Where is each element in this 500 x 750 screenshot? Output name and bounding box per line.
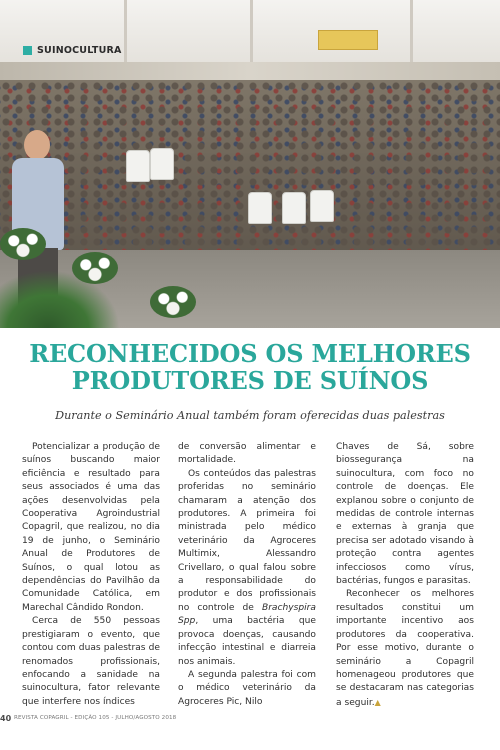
paragraph: de conversão alimentar e mortalidade. bbox=[178, 442, 316, 466]
page-number: 40 bbox=[0, 713, 12, 723]
headline-line-1: RECONHECIDOS OS MELHORES bbox=[29, 339, 471, 368]
photo-chair bbox=[282, 192, 306, 224]
paragraph-text: , uma bactéria que provoca doenças, causando infecção intestinal e diarreia nos animais. bbox=[178, 616, 316, 667]
section-square-icon bbox=[23, 46, 32, 55]
species-name: Brachyspira Spp bbox=[178, 602, 316, 627]
paragraph-text: Reconhecer os melhores resultados constitui um importante incentivo aos produtores da cooperativa. Por esse motivo, durante o seminário a Copagril homenageou produtores que se destacaram nas categorias a seguir. bbox=[336, 589, 474, 708]
article-headline bbox=[0, 340, 500, 394]
end-mark-icon: ▲ bbox=[374, 697, 381, 707]
photo-flowers bbox=[72, 252, 118, 284]
photo-chair bbox=[150, 148, 174, 180]
photo-flowers bbox=[150, 286, 196, 318]
photo-chair bbox=[310, 190, 334, 222]
paragraph bbox=[178, 468, 316, 669]
headline-line-2: PRODUTORES DE SUÍNOS bbox=[71, 366, 429, 395]
photo-flowers bbox=[0, 228, 46, 260]
paragraph bbox=[336, 588, 474, 710]
page-footer bbox=[0, 712, 176, 724]
photo-chair bbox=[126, 150, 150, 182]
photo-speaker-head bbox=[24, 130, 50, 160]
paragraph: Cerca de 550 pessoas prestigiaram o evento, que contou com duas palestras de renomados profissionais, enfocando a sanidade na suinocultura, fator relevante que interfere nos índices bbox=[22, 616, 160, 707]
paragraph: Potencializar a produção de suínos buscando maior eficiência e resultado para seus associados é uma das ações desenvolvidas pela Cooperativa Agroindustrial Copagril, que realizou, no dia 19 de junho, o Seminário Anual de Produtores de Suínos, o qual lotou as dependências do Pavilhão da Comunidade Católica, em Marechal Cândido Rondon. bbox=[22, 442, 160, 613]
paragraph: A segunda palestra foi com o médico veterinário da Agroceres Pic, Nilo bbox=[178, 669, 316, 707]
body-column-2 bbox=[178, 441, 316, 709]
paragraph: Chaves de Sá, sobre biossegurança na suinocultura, com foco no controle de doenças. Ele explanou sobre o conjunto de medidas de controle internas e externas à granja que precisa ser adotado visando à proteção contra agentes infecciosos como vírus, bactérias, fungos e parasitas. bbox=[336, 442, 474, 587]
body-column-1 bbox=[22, 441, 160, 709]
section-tag bbox=[23, 43, 122, 57]
photo-beam bbox=[410, 0, 413, 70]
photo-beam bbox=[124, 0, 127, 70]
footer-text: REVISTA COPAGRIL - EDIÇÃO 105 - JULHO/AGOSTO 2018 bbox=[14, 715, 177, 721]
paragraph-text: Os conteúdos das palestras proferidas no seminário chamaram a atenção dos produtores. A primeira foi ministrada pelo médico veterinário da Agroceres Multimix, Alessandro Crivellaro, o qual falou sobre a responsabilidade do produtor e dos profissionais no controle de bbox=[178, 468, 316, 613]
section-label: SUINOCULTURA bbox=[37, 44, 122, 56]
body-column-3 bbox=[336, 441, 474, 710]
article-subtitle: Durante o Seminário Anual também foram oferecidas duas palestras bbox=[55, 409, 445, 422]
photo-beam bbox=[250, 0, 253, 70]
photo-banner bbox=[318, 30, 378, 50]
photo-chair bbox=[248, 192, 272, 224]
